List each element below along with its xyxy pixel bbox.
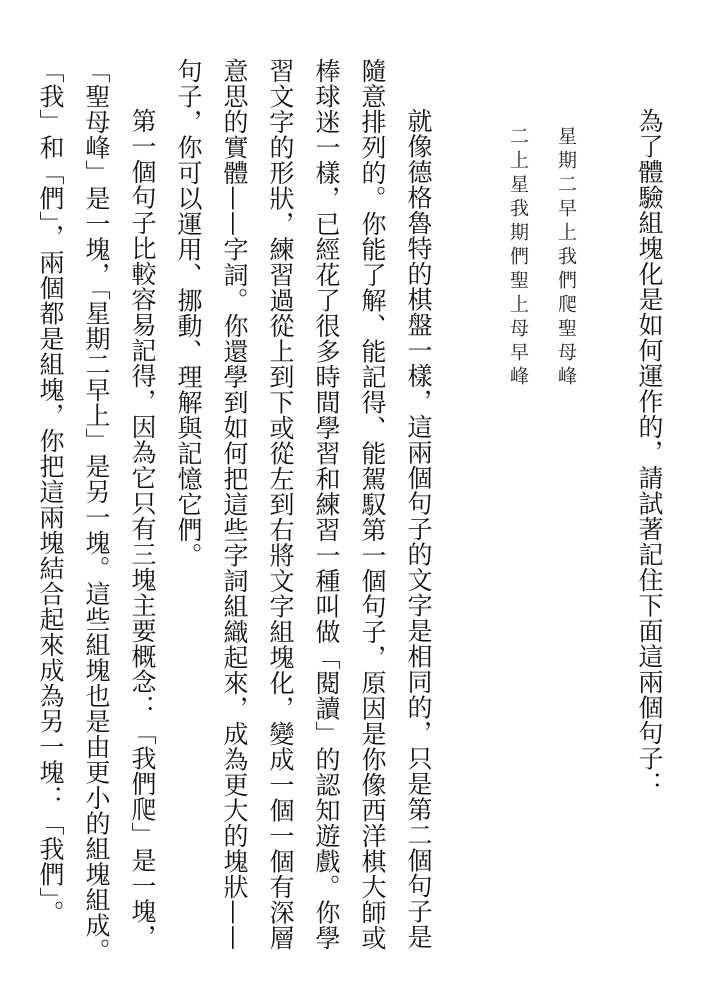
example-sentence-scrambled: 二上星我期們聖上母早峰 (507, 126, 529, 390)
paragraph-2-line-1: 第一個句子比較容易記得，因為它只有三塊主要概念：「我們爬」是一塊， (128, 108, 157, 950)
paragraph-1-line-2: 隨意排列的。你能了解、能記得、能駕馭第一個句子，原因是你像西洋棋大師或 (358, 58, 387, 951)
paragraph-1-line-6: 句子，你可以運用、挪動、理解與記憶它們。 (174, 58, 203, 568)
paragraph-1-line-3: 棒球迷一樣，已經花了很多時間學習和練習一種叫做「閱讀」的認知遊戲。你學 (312, 58, 341, 951)
example-sentence-ordered: 星期二早上我們爬聖母峰 (555, 126, 577, 390)
intro-line: 為了體驗組塊化是如何運作的，請試著記住下面這兩個句子： (635, 108, 664, 797)
paragraph-2-line-3: 「我」和「們」，兩個都是組塊，你把這兩塊結合起來成為另一塊：「我們」。 (36, 58, 65, 926)
paragraph-1-line-1: 就像德格魯特的棋盤一樣，這兩個句子的文字是相同的，只是第二個句子是 (404, 108, 433, 950)
paragraph-1-line-4: 習文字的形狀，練習過從上到下或從左到右將文字組塊化，變成一個一個有深層 (266, 58, 295, 951)
paragraph-1-line-5: 意思的實體——字詞。你還學到如何把這些字詞組織起來，成為更大的塊狀—— (220, 58, 249, 951)
paragraph-2-line-2: 「聖母峰」是一塊，「星期二早上」是另一塊。這些組塊也是由更小的組塊組成。 (82, 58, 111, 964)
